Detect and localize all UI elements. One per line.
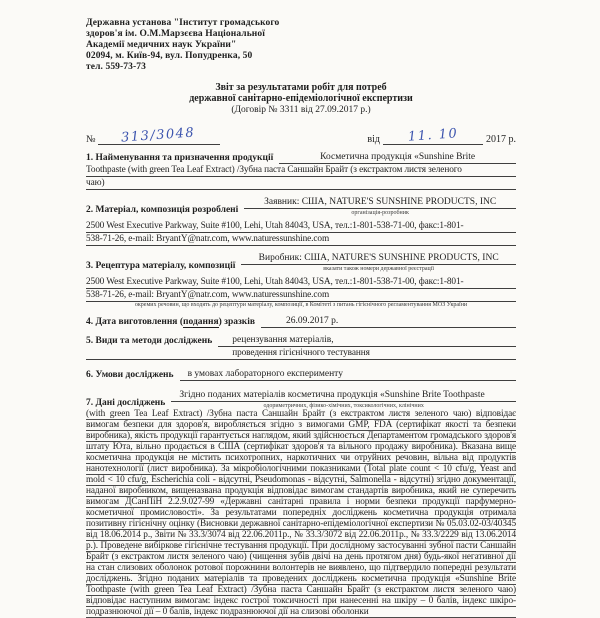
section-7-value: Згідно поданих матеріалів косметична продукція «Sunshine Brite Toothpaste xyxy=(171,389,516,402)
section-1-value: Косметична продукція «Sunshine Brite xyxy=(279,151,516,164)
section-4-label-post: ) зразків xyxy=(218,317,256,327)
letterhead-line-2: здоров'я ім. О.М.Марзєєва Національної xyxy=(86,29,265,39)
handwritten-number: 313/3048 xyxy=(120,125,197,146)
section-3-row xyxy=(86,252,516,272)
date-field xyxy=(383,126,483,145)
section-3-caption: вказати також номери державної реєстрації xyxy=(323,266,435,272)
section-4-value: 26.09.2017 р. xyxy=(261,315,516,328)
section-6-value: в умовах лабораторного експерименту xyxy=(180,368,516,381)
contract-line: (Договір № 3311 від 27.09.2017 р.) xyxy=(231,105,371,115)
section-3-caption-2: окремих речовин, що входять до рецептури матеріалу, композиції, в Комітеті з питань гігієнічного регламентування МОЗ України xyxy=(134,302,468,308)
date-label: від xyxy=(367,134,380,145)
section-5-valuewrap xyxy=(218,334,516,347)
section-4-label-underlined: подання xyxy=(183,317,219,327)
document-number-group xyxy=(86,125,220,146)
section-4-label-pre: 4. Дата виготовлення ( xyxy=(86,317,183,327)
section-7-valuewrap xyxy=(171,389,516,409)
section-6-row xyxy=(86,368,516,381)
section-5-value: рецензування матеріалів, xyxy=(218,334,516,347)
letterhead-line-1: Державна установа "Інститут громадського xyxy=(86,18,280,28)
section-5-row xyxy=(86,334,516,347)
section-2-value: Заявник: США, NATURE'S SUNSHINE PRODUCTS, INC xyxy=(244,196,516,209)
section-2-valuewrap xyxy=(244,196,516,216)
section-5-label: 5. Види та методи досліджень xyxy=(86,336,213,346)
document-date-group xyxy=(367,126,516,145)
letterhead-line-4: 02094, м. Київ-94, вул. Попудренка, 50 xyxy=(86,51,253,61)
section-3-cont-2: 538-71-26, e-mail: BryantY@natr.com, www.naturessunshine.com xyxy=(86,289,516,302)
number-field xyxy=(98,125,220,146)
document-title xyxy=(86,82,516,116)
section-5-cont-1: проведення гігієнічного тестування xyxy=(86,347,516,360)
section-3-valuewrap xyxy=(241,252,516,272)
handwritten-date: 11. 10 xyxy=(407,126,459,145)
section-3-value: Виробник: США, NATURE'S SUNSHINE PRODUCTS, INC xyxy=(241,252,516,265)
section-1-row xyxy=(86,151,516,164)
section-3-cont-1: 2500 West Executive Parkway, Suite #100, Lehi, Utah 84043, USA, тел.:1-801-538-71-00, факс:1-801- xyxy=(86,276,516,289)
section-2-cont-1: 2500 West Executive Parkway, Suite #100, Lehi, Utah 84043, USA, тел.:1-801-538-71-00, факс:1-801- xyxy=(86,220,516,233)
title-line-1: Звіт за результатами робіт для потреб xyxy=(215,82,387,93)
scanned-document xyxy=(86,18,516,618)
section-3-label: 3. Рецептура матеріалу, композиції xyxy=(86,261,236,271)
section-7-row xyxy=(86,389,516,409)
section-1-cont-1: Toothpaste (with green Tea Leaf Extract) /Зубна паста Саншайн Брайт (з екстрактом листя зеленого xyxy=(86,164,516,177)
section-4-label xyxy=(86,316,261,328)
section-2-cont-2: 538-71-26, e-mail: BryantY@natr.com, www.naturessunshine.com xyxy=(86,233,516,246)
number-row xyxy=(86,125,516,146)
year-label: 2017 р. xyxy=(486,134,516,145)
section-1-valuewrap xyxy=(279,151,516,164)
section-7-body-text: (with green Tea Leaf Extract) /Зубна паста Саншайн Брайт (з екстрактом листя зеленого чаю) відповідає вимогам безпеки для здоров'я, виробляється згідно з вимогами GMP, FDA (сертифікат якості та безпеки виробника), якість продукції гарантується наглядом, який здійснюється Департаментом громадського здоров'я штату Юта, вільно продається в США (сертифікат здоров'я та вільного продажу виробника). Вказана вище косметична продукція не містить психотропних, наркотичних чи отруйних речовин, вільна від продуктів нанотехнології (лист виробника). За мікробіологічними показниками (Total plate count < 10 cfu/g, Yeast and mold < 10 cfu/g, Escherichia coli - відсутні, Pseudomonas - відсутні, Salmonella - відсутні) згідно документації, наданої виробником, вищеназвана продукція відповідає вимогам стандартів виробника, який не суперечить вимогам ДСанПіН 2.2.9.027-99 «Державні санітарні правила і норми безпеки продукції парфумерно-косметичної промисловості». За результатами попередніх досліджень косметична продукція отримала позитивну гігієнічну оцінку (Висновки державної санітарно-епідеміологічної експертизи № 05.03.02-03/40345 від 18.06.2014 р., Звіти № 33.3/3074 від 22.06.2011р., № 33.3/3072 від 22.06.2011р., № 33.3/2229 від 13.06.2014 р.). Проведене вибіркове гігієнічне тестування продукції. При дослідному застосуванні зубної пасти Саншайн Брайт (з екстрактом листя зеленого чаю) (чищення зубів двічі на день протягом дня) будь-якої негативної дії на стан слизових оболонок ротової порожнини волонтерів не виявлено, що підтвердило попередні результати досліджень. Згідно поданих матеріалів та проведених досліджень косметична продукція «Sunshine Brite Toothpaste (with green Tea Leaf Extract) /Зубна паста Саншайн Брайт (з екстрактом листя зеленого чаю) відповідає наступним вимогам: індекс гострої токсичності при нанесенні на шкіру – 0 балів, індекс шкіро-подразнюючої дії – 0 балів, індекс подразнюючої дії на слизові оболонки xyxy=(86,409,516,617)
section-6-valuewrap xyxy=(180,368,516,381)
section-4-valuewrap xyxy=(261,315,516,328)
section-7-label: 7. Дані досліджень xyxy=(86,398,166,408)
number-label: № xyxy=(86,134,96,145)
section-6-label: 6. Умови досліджень xyxy=(86,370,174,380)
section-2-row xyxy=(86,196,516,216)
letterhead xyxy=(86,18,516,73)
section-4-row xyxy=(86,315,516,328)
section-1-cont-2: чаю) xyxy=(86,177,516,190)
section-7-caption: одориметричних, фізико-хімічних, токсикологічних, клінічних xyxy=(263,403,424,409)
letterhead-line-3: Академії медичних наук України" xyxy=(86,40,237,50)
letterhead-line-5: тел. 559-73-73 xyxy=(86,62,146,72)
title-line-2: державної санітарно-епідеміологічної експертизи xyxy=(189,93,413,104)
section-2-caption: організація-розробник xyxy=(351,210,409,216)
section-2-label: 2. Матеріал, композиція розроблені xyxy=(86,205,239,215)
section-1-label: 1. Найменування та призначення продукції xyxy=(86,153,274,163)
